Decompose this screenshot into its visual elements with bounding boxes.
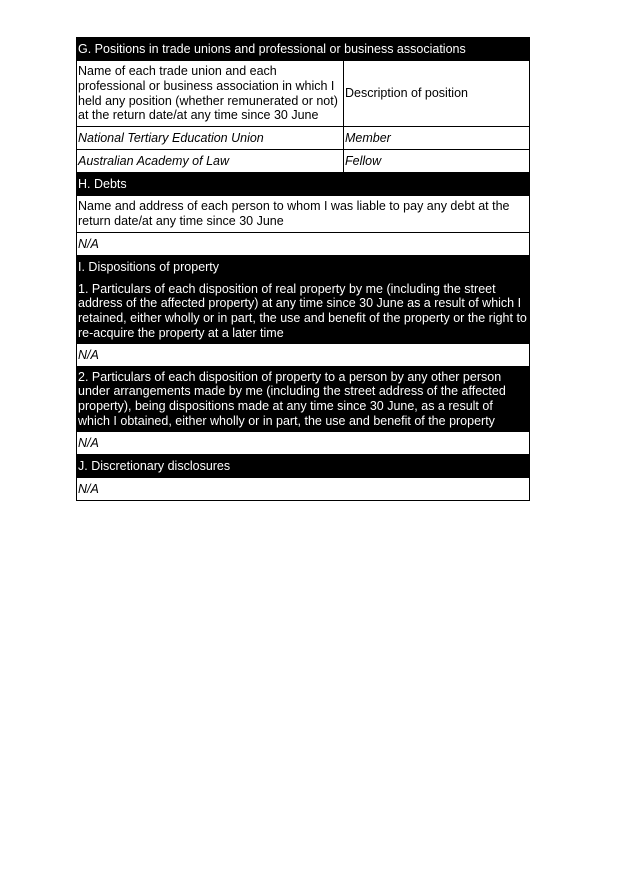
section-j-header-row — [77, 455, 530, 478]
section-i-item2-value-row — [77, 432, 530, 455]
section-i-item1-row — [77, 279, 530, 344]
table-row — [77, 150, 530, 173]
section-h-value: N/A — [77, 233, 530, 256]
section-i-title: I. Dispositions of property — [77, 256, 530, 279]
association-name-cell: National Tertiary Education Union — [77, 127, 344, 150]
association-name-cell: Australian Academy of Law — [77, 150, 344, 173]
section-g-title: G. Positions in trade unions and professional or business associations — [77, 38, 530, 61]
section-h-description: Name and address of each person to whom I was liable to pay any debt at the return date/at any time since 30 June — [77, 196, 530, 233]
position-cell: Member — [344, 127, 530, 150]
section-h-title: H. Debts — [77, 173, 530, 196]
section-g-col1-header: Name of each trade union and each professional or business association in which I held any position (whether remunerated or not) at the return date/at any time since 30 June — [77, 61, 344, 127]
section-g-header-row — [77, 38, 530, 61]
section-g-col2-header: Description of position — [344, 61, 530, 127]
section-j-value: N/A — [77, 478, 530, 501]
section-j-value-row — [77, 478, 530, 501]
section-h-header-row — [77, 173, 530, 196]
section-g-column-headers-row — [77, 61, 530, 127]
section-i-item1-description: 1. Particulars of each disposition of real property by me (including the street address of the affected property) at any time since 30 June as a result of which I retained, either wholly or in part, the use and benefit of the property or the right to re-acquire the property at a later time — [77, 279, 530, 344]
disclosure-form-table — [76, 37, 530, 501]
section-i-header-row — [77, 256, 530, 279]
section-j-title: J. Discretionary disclosures — [77, 455, 530, 478]
position-cell: Fellow — [344, 150, 530, 173]
section-i-item1-value-row — [77, 344, 530, 367]
section-h-description-row — [77, 196, 530, 233]
section-i-item1-value: N/A — [77, 344, 530, 367]
section-i-item2-description: 2. Particulars of each disposition of property to a person by any other person under arrangements made by me (including the street address of the affected property), being dispositions made at any time since 30 June, as a result of which I obtained, either wholly or in part, the use and benefit of the property — [77, 367, 530, 432]
table-row — [77, 127, 530, 150]
section-h-value-row — [77, 233, 530, 256]
section-i-item2-row — [77, 367, 530, 432]
section-i-item2-value: N/A — [77, 432, 530, 455]
